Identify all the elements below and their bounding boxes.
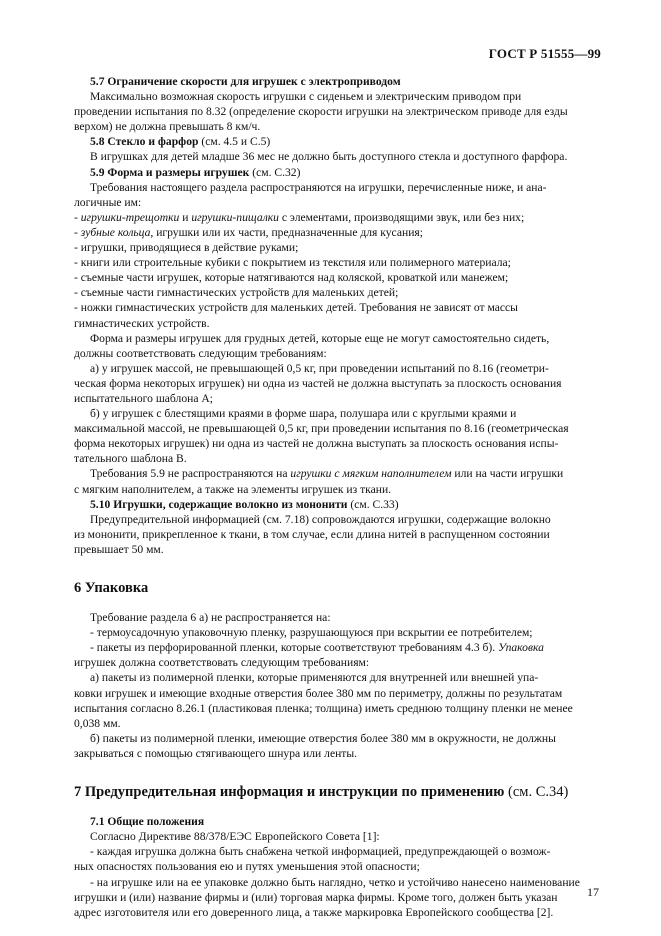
list-item: игрушки и (или) название фирмы и (или) торговая марка фирмы. Кроме того, должен быть указан xyxy=(74,890,558,904)
s6-item-a: 0,038 мм. xyxy=(74,716,121,730)
list-item: - термоусадочную упаковочную пленку, разрушающуюся при вскрытии ее потребителем; xyxy=(90,626,533,640)
list-item: - книги или строительные кубики с покрытием из текстиля или полимерного материала; xyxy=(74,256,511,270)
list-item: адрес изготовителя или его доверенного лица, а также маркировка Европейского сообщества [2]. xyxy=(74,905,554,919)
list-item: - съемные части игрушек, которые натягиваются над коляской, кроваткой или манежем; xyxy=(74,271,509,285)
s59-item-b: тательного шаблона В. xyxy=(74,452,187,466)
s59-item-b: максимальной массой, не превышающей 0,5 кг, при проведении испытания по 8.16 (геометрическая xyxy=(74,422,569,436)
s58-line: В игрушках для детей младше 36 мес не должно быть доступного стекла и доступного фарфора. xyxy=(90,150,568,164)
section-5-8-title: 5.8 Стекло и фарфор xyxy=(90,135,199,149)
s510-line: из мононити, прикрепленное к ткани, в том случае, если длина нитей в распущенном состоянии xyxy=(74,527,550,541)
list-item: гимнастических устройств. xyxy=(74,316,210,330)
s59-item-a: испытательного шаблона А; xyxy=(74,391,213,405)
s510-line: превышает 50 мм. xyxy=(74,542,164,556)
section-5-10-ref: (см. С.33) xyxy=(347,497,399,511)
s59-line: Требования настоящего раздела распространяются на игрушки, перечисленные ниже, и ана- xyxy=(90,180,547,194)
section-5-9-title: 5.9 Форма и размеры игрушек xyxy=(90,165,250,179)
s6-item-b: закрываться с помощью стягивающего шнура или ленты. xyxy=(74,746,358,760)
s6-line: Требование раздела 6 а) не распространяется на: xyxy=(90,611,331,625)
s59-line: должны соответствовать следующим требованиям: xyxy=(74,346,327,360)
list-item: - зубные кольца, игрушки или их части, предназначенные для кусания; xyxy=(74,225,423,239)
s57-line: Максимально возможная скорость игрушки с сиденьем и электрическим приводом при xyxy=(90,90,522,104)
s59-line: Форма и размеры игрушек для грудных детей, которые еще не могут самостоятельно сидеть, xyxy=(90,331,550,345)
standard-header: ГОСТ Р 51555—99 xyxy=(488,46,601,61)
s7-line: Согласно Директиве 88/378/ЕЭС Европейского Совета [1]: xyxy=(90,830,380,844)
page-content xyxy=(74,74,600,920)
list-item: - игрушки, приводящиеся в действие руками; xyxy=(74,241,299,255)
section-5-10-title: 5.10 Игрушки, содержащие волокно из мононити xyxy=(90,497,348,511)
s57-line: верхом) не должна превышать 8 км/ч. xyxy=(74,120,261,134)
s59-note: с мягким наполнителем, а также на элементы игрушек из ткани. xyxy=(74,482,392,496)
s59-item-a: а) у игрушек массой, не превышающей 0,5 кг, при проведении испытаний по 8.16 (геометри- xyxy=(90,361,549,375)
list-item: - на игрушке или на ее упаковке должно быть наглядно, четко и устойчиво нанесено наименование xyxy=(90,875,580,889)
section-5-7-title: 5.7 Ограничение скорости для игрушек с электроприводом xyxy=(90,75,401,88)
list-item: - пакеты из перфорированной пленки, которые соответствуют требованиям 4.3 б). Упаковка xyxy=(90,641,544,655)
s510-line: Предупредительной информацией (см. 7.18) сопровождаются игрушки, содержащие волокно xyxy=(90,512,551,526)
section-5-8-heading xyxy=(90,134,600,149)
s6-item-a: испытания согласно 8.26.1 (пластиковая пленка; толщина) иметь среднюю толщину пленки не менее xyxy=(74,701,573,715)
list-item: - съемные части гимнастических устройств для маленьких детей; xyxy=(74,286,399,300)
section-5-9-ref: (см. С.32) xyxy=(249,165,301,179)
list-item: - ножки гимнастических устройств для маленьких детей. Требования не зависят от массы xyxy=(74,301,518,315)
section-5-9-heading xyxy=(90,165,600,180)
s6-item-a: ковки игрушек и имеющие входные отверстия более 380 мм по периметру, должны по результатам xyxy=(74,686,563,700)
section-7-1-title: 7.1 Общие положения xyxy=(90,815,205,829)
s59-item-a: ческая форма некоторых игрушек) ни одна из частей не должна выступать за плоскость основания xyxy=(74,376,562,390)
s6-item-a: а) пакеты из полимерной пленки, которые применяются для внутренней или внешней упа- xyxy=(90,671,539,685)
page-number: 17 xyxy=(587,885,599,899)
section-5-10-heading xyxy=(90,497,600,512)
list-item: ных опасностях пользования ею и путях уменьшения этой опасности; xyxy=(74,860,420,874)
s6-line: игрушек должна соответствовать следующим требованиям: xyxy=(74,656,370,670)
list-item: - игрушки-трещотки и игрушки-пищалки с элементами, производящими звук, или без них; xyxy=(74,210,525,224)
section-6-title: 6 Упаковка xyxy=(74,580,149,596)
s6-item-b: б) пакеты из полимерной пленки, имеющие отверстия более 380 мм в окружности, не должны xyxy=(90,731,556,745)
s59-line: логичные им: xyxy=(74,195,142,209)
s57-line: проведении испытания по 8.32 (определение скорости игрушки на электрическом приводе для езды xyxy=(74,105,568,119)
section-7-title: 7 Предупредительная информация и инструкции по применению (см. С.34) xyxy=(74,784,569,801)
s59-note: Требования 5.9 не распространяются на игрушки с мягким наполнителем или на части игрушки xyxy=(90,467,564,481)
section-5-8-ref: (см. 4.5 и С.5) xyxy=(198,135,271,149)
s59-item-b: форма некоторых игрушек) ни одна из частей не должна выступать за плоскость основания испы- xyxy=(74,437,559,451)
list-item: - каждая игрушка должна быть снабжена четкой информацией, предупреждающей о возмож- xyxy=(90,845,551,859)
s59-item-b: б) у игрушек с блестящими краями в форме шара, полушара или с круглыми краями и xyxy=(90,407,517,421)
